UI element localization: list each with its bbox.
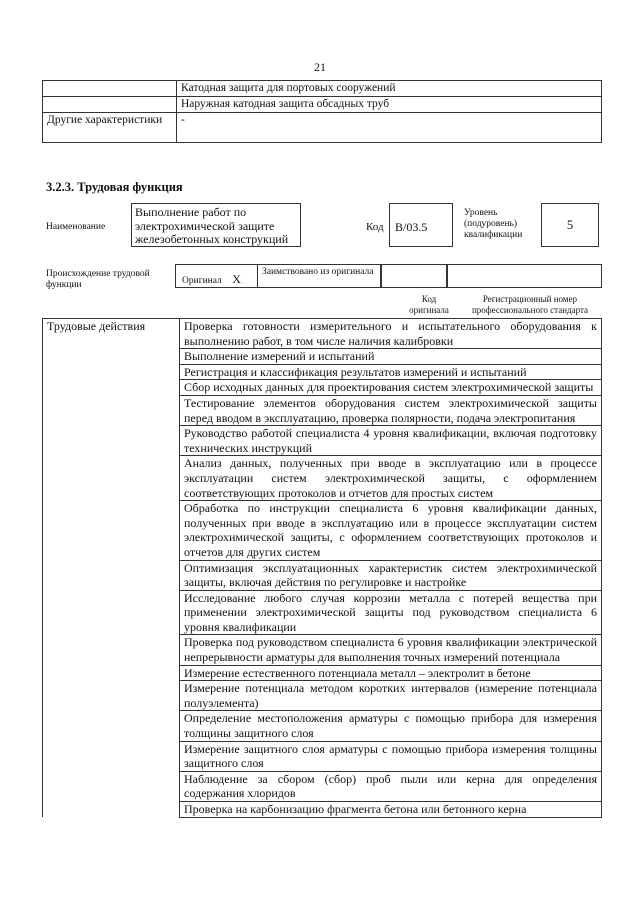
table-row xyxy=(43,113,602,143)
table-row xyxy=(43,81,602,97)
origin-row xyxy=(175,264,602,288)
top-continuation-table xyxy=(42,80,602,143)
labor-action-item: Руководство работой специалиста 4 уровня квалификации, включая подготовку технических инструкций xyxy=(180,426,602,456)
labor-action-item: Наблюдение за сбором (сбор) проб пыли или керна для определения содержания хлоридов xyxy=(180,771,602,801)
labor-actions-table xyxy=(42,318,602,818)
section-title: 3.2.3. Трудовая функция xyxy=(46,180,183,194)
labor-action-item: Исследование любого случая коррозии металла с потерей вещества при применении электрохимической защиты под руководством специалиста 6 уровня квалификации xyxy=(180,590,602,635)
reg-number-cell xyxy=(447,264,602,288)
labor-action-item: Проверка на карбонизацию фрагмента бетона или бетонного керна xyxy=(180,802,602,818)
labor-action-item: Тестирование элементов оборудования систем электрохимической защиты перед вводом в эксплуатацию, проверка полярности, подача электропитания xyxy=(180,395,602,425)
qualification-level: 5 xyxy=(541,203,599,247)
name-label: Наименование xyxy=(46,222,106,232)
code-original-label: Код оригинала xyxy=(409,294,449,315)
page-number: 21 xyxy=(314,60,326,74)
labor-action-item: Проверка под руководством специалиста 6 уровня квалификации электрической непрерывности арматуры для выполнения точных измерений потенциала xyxy=(180,635,602,665)
row-value: - xyxy=(177,113,602,143)
reg-number-label: Регистрационный номер профессионального стандарта xyxy=(471,294,589,315)
labor-actions-label: Трудовые действия xyxy=(43,319,180,818)
origin-label: Происхождение трудовой функции xyxy=(46,269,150,290)
borrowed-label: Заимствовано из оригинала xyxy=(257,264,381,288)
row-label: Другие характеристики xyxy=(43,113,177,143)
labor-action-item: Измерение потенциала методом коротких интервалов (измерение потенциала полуэлемента) xyxy=(180,681,602,711)
table-row xyxy=(43,319,602,349)
original-mark: X xyxy=(232,272,241,286)
labor-action-item: Анализ данных, полученных при вводе в эксплуатацию или в процессе эксплуатации систем электрохимической защиты, с оформлением соответствующих протоколов и отчетов для простых систем xyxy=(180,456,602,501)
labor-action-item: Регистрация и классификация результатов измерений и испытаний xyxy=(180,364,602,380)
row-label xyxy=(43,97,177,113)
labor-action-item: Измерение естественного потенциала металл – электролит в бетоне xyxy=(180,665,602,681)
code-original-cell xyxy=(381,264,447,288)
row-value: Катодная защита для портовых сооружений xyxy=(177,81,602,97)
function-name: Выполнение работ по электрохимической защите железобетонных конструкций xyxy=(131,203,301,247)
original-label: Оригинал xyxy=(182,276,222,286)
labor-action-item: Оптимизация эксплуатационных характеристик систем электрохимической защиты, включая действия по регулировке и настройке xyxy=(180,560,602,590)
function-code: B/03.5 xyxy=(389,203,453,247)
labor-action-item: Выполнение измерений и испытаний xyxy=(180,349,602,365)
row-value: Наружная катодная защита обсадных труб xyxy=(177,97,602,113)
labor-action-item: Измерение защитного слоя арматуры с помощью прибора измерения толщины защитного слоя xyxy=(180,741,602,771)
labor-action-item: Определение местоположения арматуры с помощью прибора для измерения толщины защитного слоя xyxy=(180,711,602,741)
labor-action-item: Проверка готовности измерительного и испытательного оборудования к выполнению работ, в том числе наличия калибровки xyxy=(180,319,602,349)
level-label: Уровень (подуровень) квалификации xyxy=(464,208,523,240)
code-label: Код xyxy=(366,221,384,233)
labor-action-item: Обработка по инструкции специалиста 6 уровня квалификации данных, полученных при вводе в эксплуатацию или в процессе эксплуатации систем электрохимической защиты, с оформлением соответствующих протоколов и отчетов для других систем xyxy=(180,501,602,560)
table-row xyxy=(43,97,602,113)
labor-action-item: Сбор исходных данных для проектирования систем электрохимической защиты xyxy=(180,380,602,396)
row-label xyxy=(43,81,177,97)
